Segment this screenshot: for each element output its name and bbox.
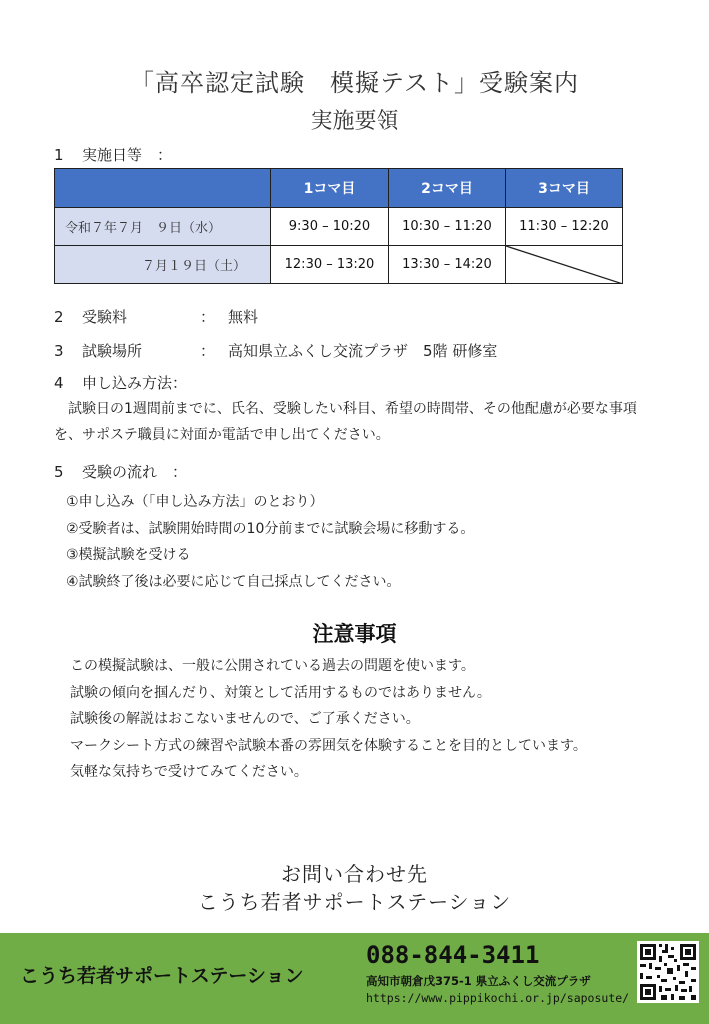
section-label: 試験場所	[82, 342, 143, 360]
section-separator: ：	[200, 342, 216, 360]
section-separator: ：	[200, 308, 216, 326]
caution-line: マークシート方式の練習や試験本番の雰囲気を体験することを目的としています。	[70, 738, 587, 754]
section-schedule-heading	[54, 144, 172, 165]
section-label: 実施日等 ：	[82, 146, 173, 164]
table-header-cell	[55, 169, 271, 208]
footer-banner	[0, 933, 709, 1024]
section-venue	[54, 340, 497, 361]
table-empty-cell	[506, 246, 623, 284]
caution-line: この模擬試験は、一般に公開されている過去の問題を使います。	[70, 658, 475, 674]
footer-address: 高知市朝倉戊375-1 県立ふくし交流プラザ	[366, 974, 591, 988]
flow-step: ①申し込み（「申し込み方法」のとおり）	[66, 494, 324, 510]
section-number: 5	[54, 463, 64, 481]
footer-organization: こうち若者サポートステーション	[20, 965, 304, 987]
schedule-table	[54, 168, 623, 284]
document-subtitle: 実施要領	[310, 109, 399, 134]
caution-line: 試験後の解説はおこないませんので、ご了承ください。	[70, 711, 420, 727]
application-text: 試験日の1週間前までに、氏名、受験したい科目、希望の時間帯、その他配慮が必要な事項を、サポステ職員に対面か電話で申し出てください。	[54, 401, 637, 443]
venue-value: 高知県立ふくし交流プラザ 5階 研修室	[228, 342, 498, 360]
section-label: 受験料	[82, 308, 128, 326]
section-application-heading	[54, 372, 187, 393]
table-header-cell: 3コマ目	[506, 169, 623, 208]
table-date-cell: 令和７年７月 ９日（水）	[55, 208, 271, 246]
section-fee	[54, 306, 258, 327]
fee-value: 無料	[228, 308, 259, 326]
caution-line: 気軽な気持ちで受けてみてください。	[70, 764, 308, 780]
footer-phone: 088-844-3411	[366, 941, 540, 969]
caution-title: 注意事項	[312, 622, 397, 646]
section-number: 1	[54, 146, 64, 164]
table-time-cell: 10:30 – 11:20	[389, 208, 506, 246]
contact-organization: こうち若者サポートステーション	[197, 890, 512, 914]
flow-step: ③模擬試験を受ける	[66, 547, 191, 563]
table-row	[55, 246, 623, 284]
flow-step: ④試験終了後は必要に応じて自己採点してください。	[66, 574, 401, 590]
table-time-cell: 12:30 – 13:20	[271, 246, 389, 284]
section-label: 申し込み方法：	[82, 374, 188, 392]
section-number: 2	[54, 308, 64, 326]
caution-line: 試験の傾向を掴んだり、対策として活用するものではありません。	[70, 685, 491, 701]
table-header-cell: 2コマ目	[389, 169, 506, 208]
table-time-cell: 13:30 – 14:20	[389, 246, 506, 284]
section-number: 4	[54, 374, 64, 392]
table-header-row	[55, 169, 623, 208]
table-time-cell: 9:30 – 10:20	[271, 208, 389, 246]
table-date-cell: ７月１９日（土）	[55, 246, 271, 284]
footer-url[interactable]: https://www.pippikochi.or.jp/saposute/	[366, 991, 630, 1005]
section-label: 受験の流れ ：	[82, 463, 188, 481]
section-number: 3	[54, 342, 64, 360]
section-flow-heading	[54, 461, 187, 482]
table-time-cell: 11:30 – 12:20	[506, 208, 623, 246]
qr-code-icon	[637, 941, 699, 1003]
table-row	[55, 208, 623, 246]
flow-step: ②受験者は、試験開始時間の10分前までに試験会場に移動する。	[66, 521, 475, 537]
document-title: 「高卒認定試験 模擬テスト」受験案内	[129, 69, 580, 97]
contact-heading: お問い合わせ先	[281, 862, 428, 886]
diagonal-slash-icon	[506, 246, 623, 284]
table-header-cell: 1コマ目	[271, 169, 389, 208]
